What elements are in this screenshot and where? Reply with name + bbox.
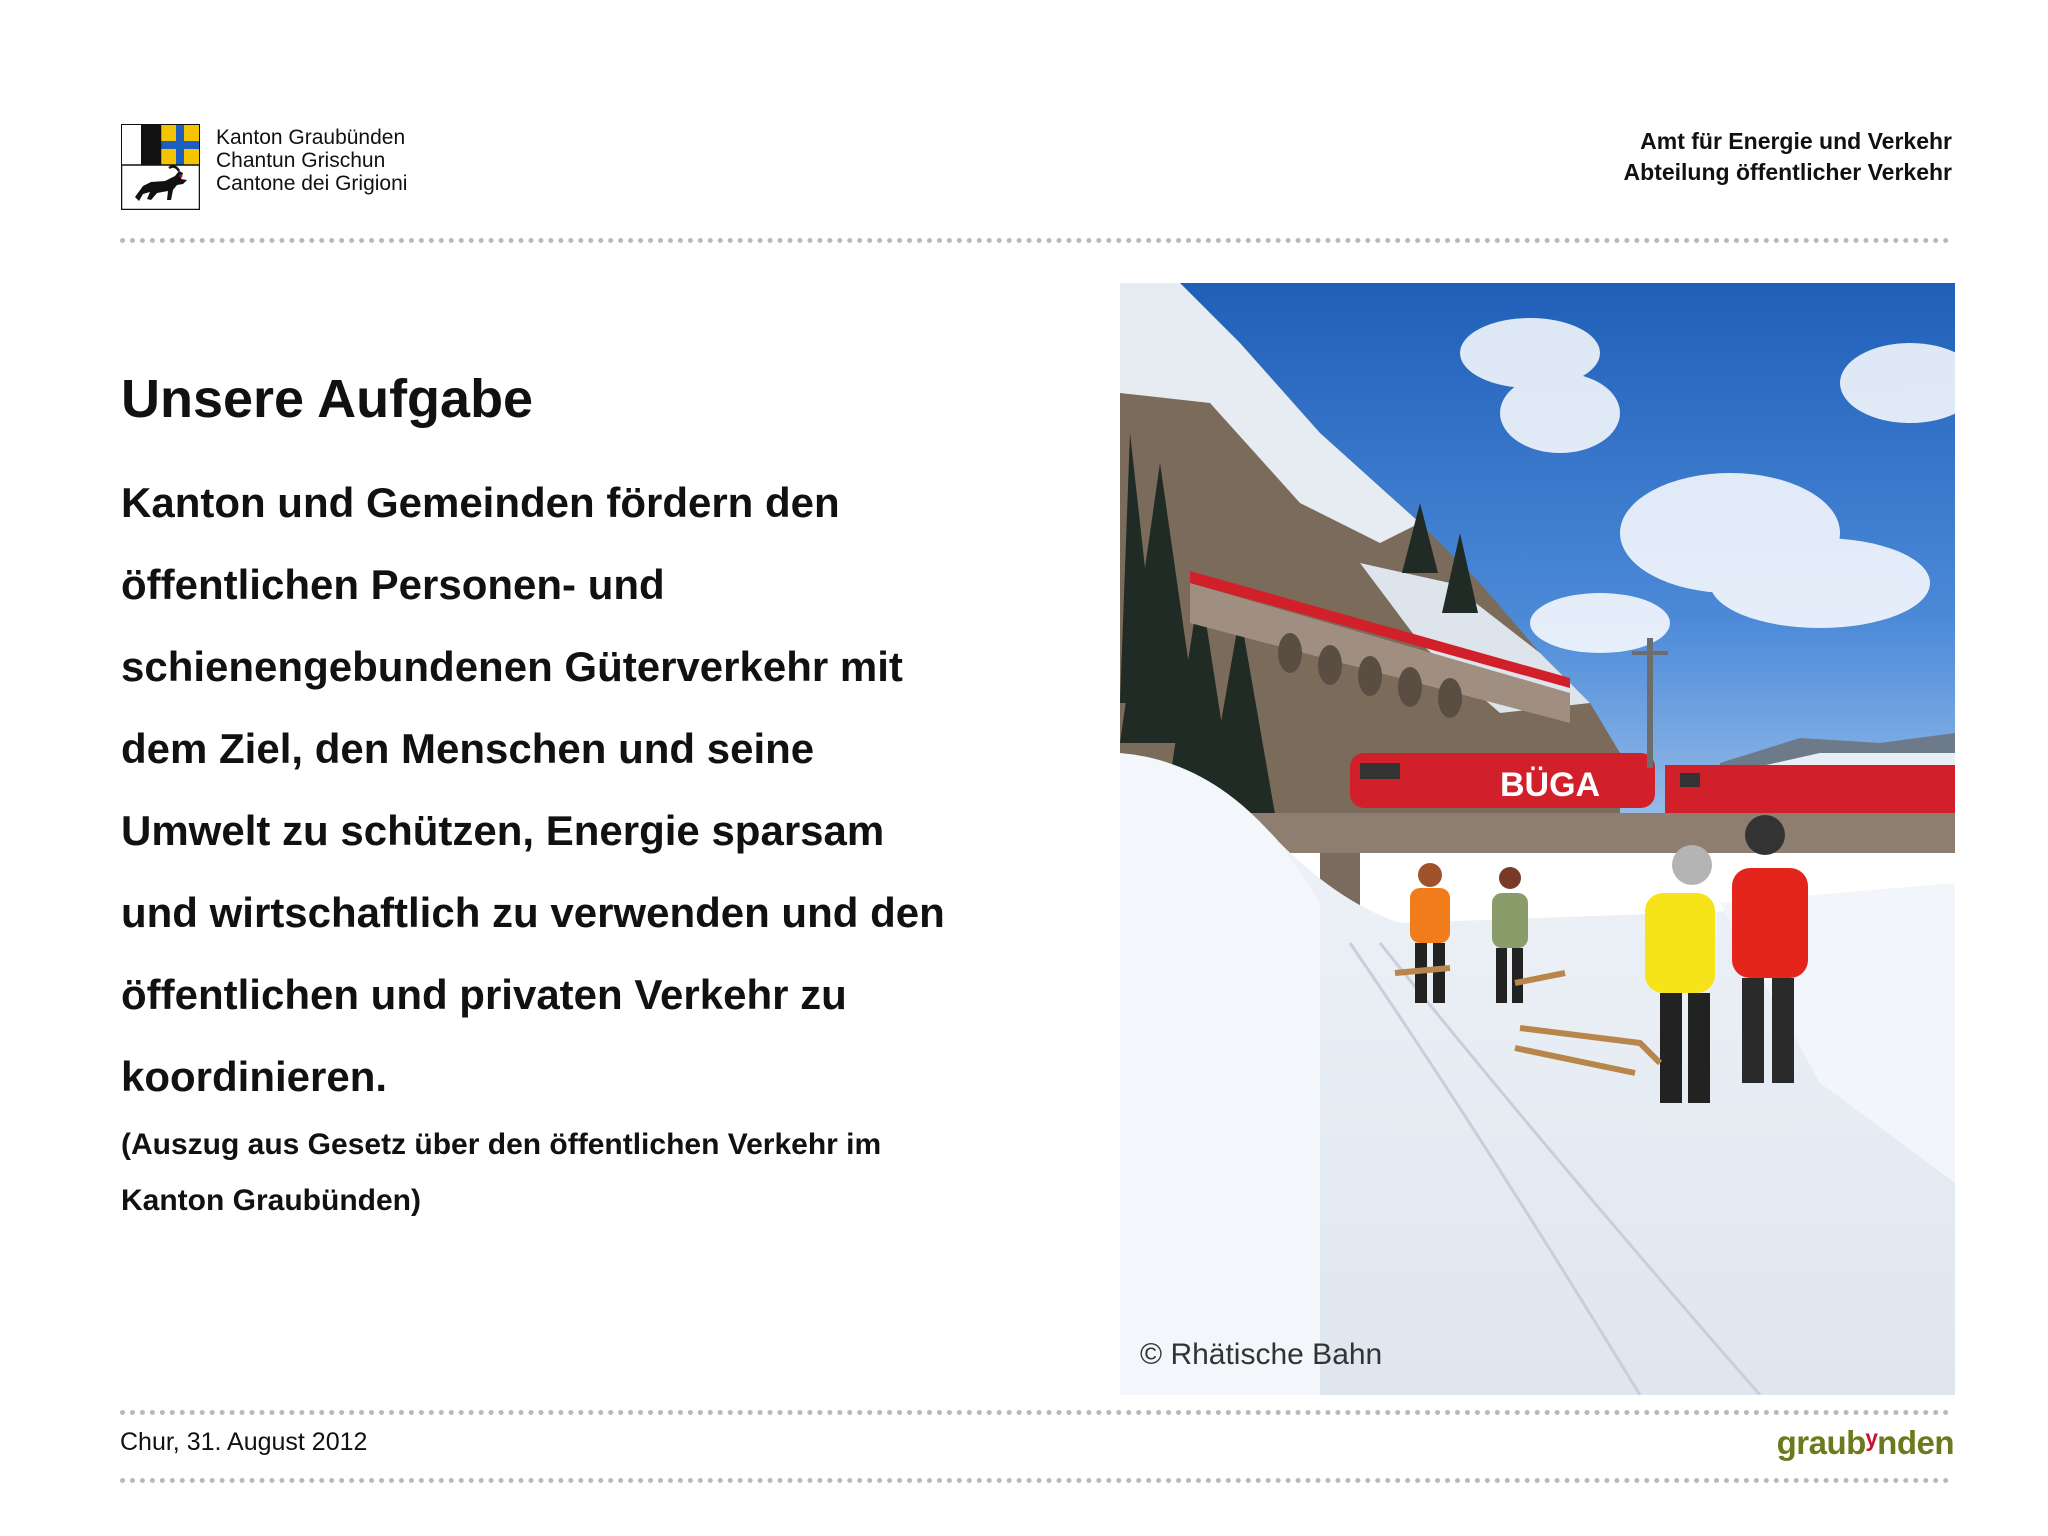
- presentation-date: Chur, 31. August 2012: [120, 1428, 368, 1456]
- department-division: Abteilung öffentlicher Verkehr: [1623, 159, 1952, 185]
- canton-name-de: Kanton Graubünden: [216, 126, 406, 149]
- graubuenden-brand-logo: [1777, 1424, 1954, 1462]
- mission-line: schienengebundenen Güterverkehr mit: [121, 643, 903, 690]
- department-name: [1624, 126, 1952, 188]
- mission-line: koordinieren.: [121, 1053, 388, 1100]
- canton-name-it: Cantone dei Grigioni: [216, 172, 408, 195]
- citation-line: Kanton Graubünden): [121, 1184, 421, 1217]
- mission-statement: [121, 462, 1041, 1118]
- canton-name-rm: Chantun Grischun: [216, 149, 386, 172]
- photo-credit: © Rhätische Bahn: [1140, 1338, 1383, 1371]
- page-title: Unsere Aufgabe: [121, 369, 534, 429]
- citation-line: (Auszug aus Gesetz über den öffentlichen Verkehr im: [121, 1128, 882, 1161]
- canton-coat-of-arms-icon: [121, 124, 200, 210]
- train-label: BÜGA: [1500, 766, 1601, 804]
- law-citation: [121, 1117, 1021, 1229]
- department-office: Amt für Energie und Verkehr: [1640, 128, 1952, 154]
- mission-line: öffentlichen und privaten Verkehr zu: [121, 971, 847, 1018]
- header-divider: [120, 238, 1950, 243]
- brand-swirl-icon: ʸ: [1865, 1424, 1878, 1461]
- mission-line: Kanton und Gemeinden fördern den: [121, 479, 840, 526]
- canton-name: [216, 126, 407, 195]
- mission-line: und wirtschaftlich zu verwenden und den: [121, 889, 945, 936]
- mission-line: dem Ziel, den Menschen und seine: [121, 725, 815, 772]
- brand-text-left: graub: [1776, 1424, 1866, 1461]
- mission-line: öffentlichen Personen- und: [121, 561, 665, 608]
- winter-train-photo: [1120, 283, 1955, 1395]
- mission-line: Umwelt zu schützen, Energie sparsam: [121, 807, 885, 854]
- footer-divider-bottom: [120, 1478, 1950, 1483]
- footer-divider-top: [120, 1410, 1950, 1415]
- brand-text-right: nden: [1877, 1424, 1954, 1461]
